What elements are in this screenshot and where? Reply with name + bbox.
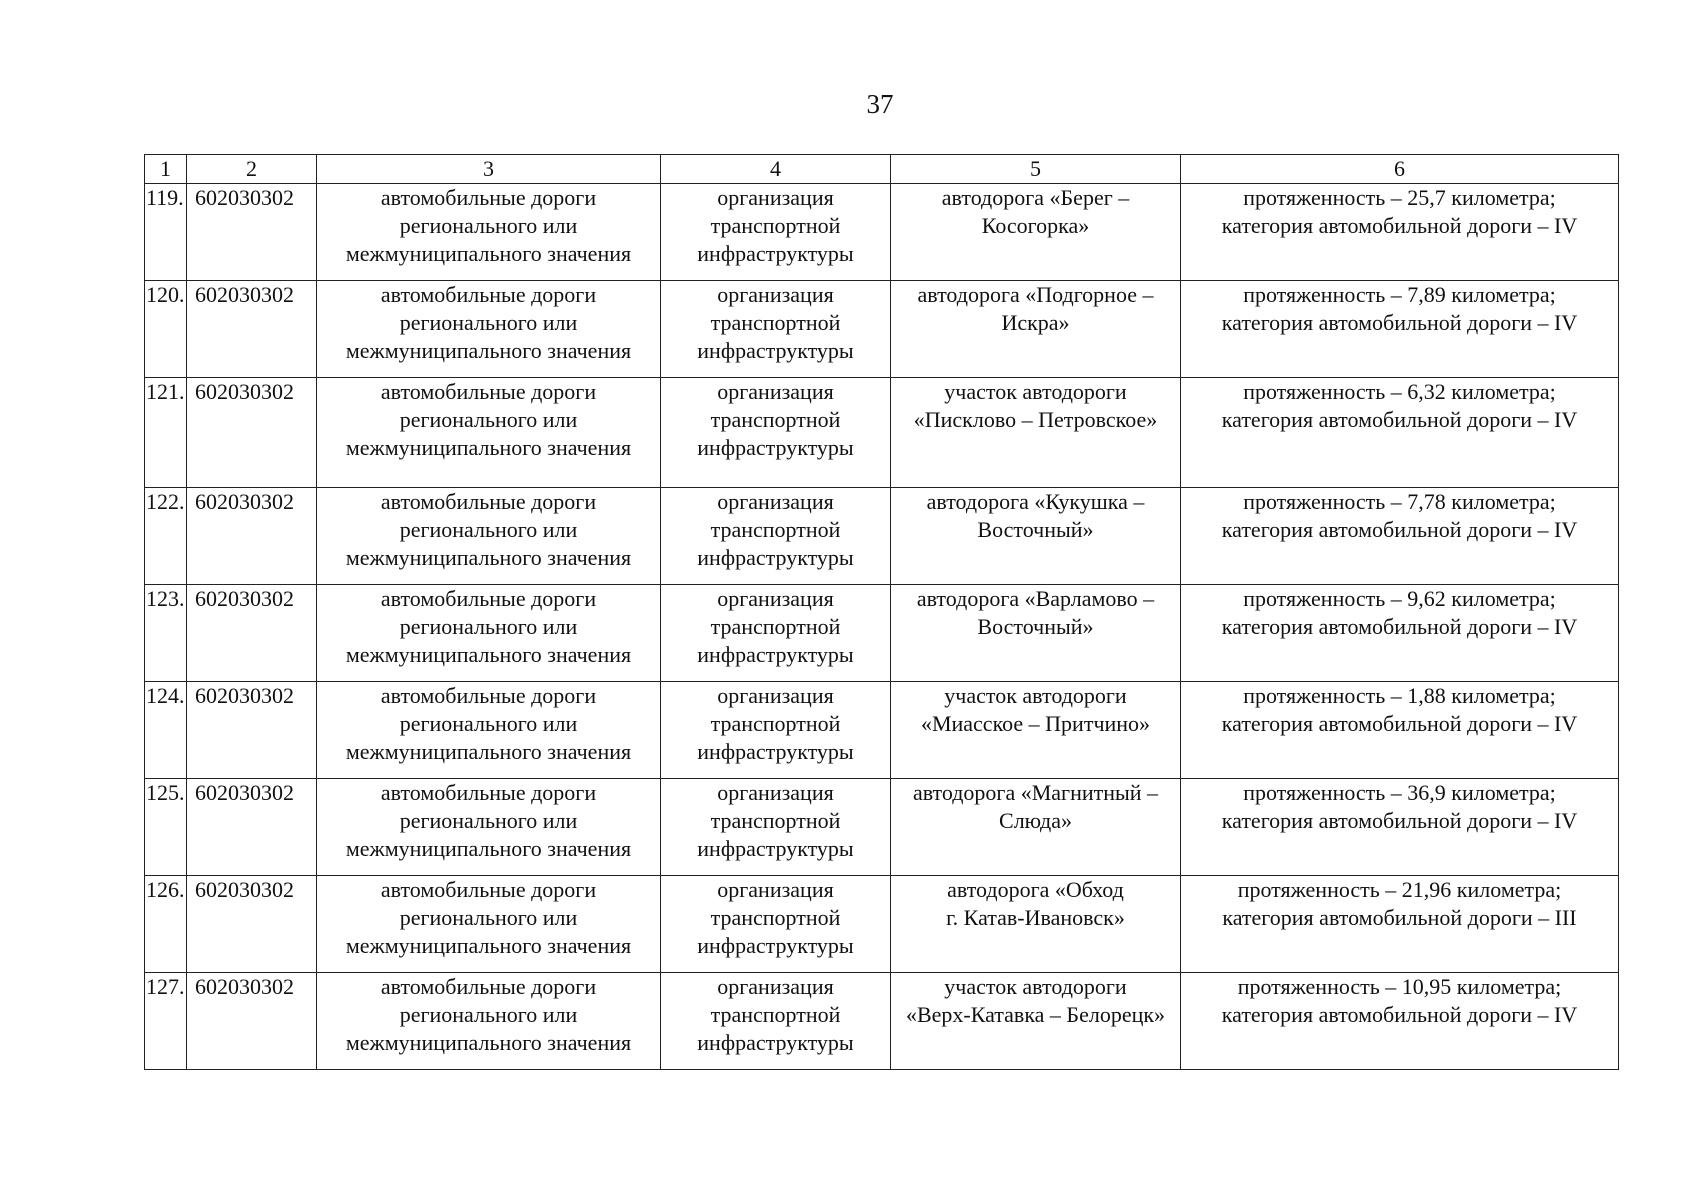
specs-cell: [1181, 876, 1619, 973]
object-type-cell-line: автомобильные дороги: [380, 974, 597, 999]
object-type-cell-line: межмуниципального значения: [345, 933, 632, 958]
purpose-cell-line: транспортной: [710, 905, 841, 930]
specs-cell-line: протяженность – 36,9 километра;: [1243, 780, 1556, 805]
object-type-cell-line: межмуниципального значения: [345, 642, 632, 667]
specs-cell: [1181, 682, 1619, 779]
row-number-cell: 122.: [145, 488, 187, 585]
purpose-cell: [661, 281, 891, 378]
specs-cell-line: протяженность – 10,95 километра;: [1237, 974, 1562, 999]
purpose-cell-line: организация: [717, 877, 834, 902]
purpose-cell-line: организация: [717, 683, 834, 708]
road-name-cell-line: автодорога «Берег –: [941, 185, 1130, 210]
specs-cell-line: категория автомобильной дороги – IV: [1221, 1002, 1578, 1027]
road-name-cell: [891, 876, 1181, 973]
object-type-cell: [317, 184, 661, 281]
page-number: 37: [866, 89, 894, 119]
purpose-cell-line: организация: [717, 974, 834, 999]
column-header-4: 4: [661, 155, 891, 184]
purpose-cell-line: организация: [717, 379, 834, 404]
table-body: [145, 184, 1619, 1070]
road-name-cell: [891, 682, 1181, 779]
object-type-cell-line: межмуниципального значения: [345, 739, 632, 764]
table-row: [145, 488, 1619, 585]
purpose-cell-line: инфраструктуры: [697, 642, 854, 667]
object-type-cell-line: межмуниципального значения: [345, 1030, 632, 1055]
purpose-cell: [661, 779, 891, 876]
road-name-cell-line: автодорога «Подгорное –: [917, 282, 1154, 307]
row-number-cell: 119.: [145, 184, 187, 281]
purpose-cell-line: транспортной: [710, 808, 841, 833]
specs-cell-line: протяженность – 1,88 километра;: [1243, 683, 1556, 708]
object-type-cell-line: межмуниципального значения: [345, 435, 632, 460]
road-name-cell-line: участок автодороги: [944, 379, 1127, 404]
header-row: [145, 155, 1619, 184]
object-type-cell-line: автомобильные дороги: [380, 282, 597, 307]
row-number-cell: 127.: [145, 973, 187, 1070]
row-number-cell: 124.: [145, 682, 187, 779]
road-name-cell-line: «Миасское – Притчино»: [920, 711, 1151, 736]
road-name-cell: [891, 378, 1181, 488]
object-type-cell-line: автомобильные дороги: [380, 780, 597, 805]
code-cell: 602030302: [187, 184, 317, 281]
purpose-cell-line: транспортной: [710, 614, 841, 639]
object-type-cell-line: регионального или: [399, 517, 578, 542]
road-name-cell-line: Искра»: [1001, 310, 1070, 335]
specs-cell-line: категория автомобильной дороги – IV: [1221, 614, 1578, 639]
purpose-cell-line: организация: [717, 185, 834, 210]
purpose-cell-line: инфраструктуры: [697, 435, 854, 460]
specs-cell-line: категория автомобильной дороги – IV: [1221, 213, 1578, 238]
road-name-cell-line: «Писклово – Петровское»: [913, 407, 1158, 432]
specs-cell: [1181, 585, 1619, 682]
specs-cell-line: протяженность – 25,7 километра;: [1243, 185, 1556, 210]
road-name-cell-line: автодорога «Варламово –: [916, 586, 1155, 611]
purpose-cell: [661, 378, 891, 488]
purpose-cell-line: инфраструктуры: [697, 933, 854, 958]
object-type-cell-line: автомобильные дороги: [380, 185, 597, 210]
code-cell: 602030302: [187, 488, 317, 585]
purpose-cell-line: организация: [717, 780, 834, 805]
table-row: [145, 876, 1619, 973]
object-type-cell-line: регионального или: [399, 1002, 578, 1027]
specs-cell: [1181, 779, 1619, 876]
road-name-cell: [891, 973, 1181, 1070]
purpose-cell-line: инфраструктуры: [697, 739, 854, 764]
purpose-cell-line: транспортной: [710, 213, 841, 238]
row-number-cell: 120.: [145, 281, 187, 378]
object-type-cell: [317, 281, 661, 378]
object-type-cell-line: межмуниципального значения: [345, 241, 632, 266]
specs-cell-line: категория автомобильной дороги – IV: [1221, 517, 1578, 542]
row-number-cell: 126.: [145, 876, 187, 973]
road-name-cell-line: автодорога «Магнитный –: [912, 780, 1159, 805]
purpose-cell: [661, 876, 891, 973]
code-cell: 602030302: [187, 876, 317, 973]
purpose-cell: [661, 682, 891, 779]
road-name-cell-line: Косогорка»: [981, 213, 1090, 238]
column-header-3: 3: [317, 155, 661, 184]
specs-cell: [1181, 378, 1619, 488]
row-number-cell: 123.: [145, 585, 187, 682]
column-header-2: 2: [187, 155, 317, 184]
purpose-cell-line: транспортной: [710, 517, 841, 542]
table-row: [145, 779, 1619, 876]
object-type-cell-line: регионального или: [399, 310, 578, 335]
purpose-cell: [661, 488, 891, 585]
road-registry-table: [144, 154, 1619, 1070]
column-header-6: 6: [1181, 155, 1619, 184]
road-name-cell-line: участок автодороги: [944, 974, 1127, 999]
object-type-cell-line: автомобильные дороги: [380, 586, 597, 611]
object-type-cell-line: автомобильные дороги: [380, 489, 597, 514]
road-name-cell-line: Восточный»: [977, 614, 1094, 639]
purpose-cell: [661, 973, 891, 1070]
object-type-cell-line: межмуниципального значения: [345, 545, 632, 570]
purpose-cell-line: организация: [717, 489, 834, 514]
specs-cell: [1181, 281, 1619, 378]
specs-cell-line: протяженность – 7,89 километра;: [1243, 282, 1556, 307]
object-type-cell: [317, 876, 661, 973]
purpose-cell-line: инфраструктуры: [697, 241, 854, 266]
specs-cell-line: категория автомобильной дороги – III: [1222, 905, 1577, 930]
object-type-cell: [317, 973, 661, 1070]
object-type-cell-line: регионального или: [399, 711, 578, 736]
specs-cell-line: протяженность – 21,96 километра;: [1237, 877, 1562, 902]
object-type-cell: [317, 779, 661, 876]
object-type-cell-line: регионального или: [399, 614, 578, 639]
specs-cell-line: протяженность – 7,78 километра;: [1243, 489, 1556, 514]
road-name-cell: [891, 585, 1181, 682]
object-type-cell-line: регионального или: [399, 213, 578, 238]
purpose-cell-line: транспортной: [710, 1002, 841, 1027]
object-type-cell-line: регионального или: [399, 808, 578, 833]
road-name-cell-line: г. Катав-Ивановск»: [946, 905, 1125, 930]
road-name-cell-line: Слюда»: [999, 808, 1072, 833]
object-type-cell-line: автомобильные дороги: [380, 683, 597, 708]
code-cell: 602030302: [187, 281, 317, 378]
row-number-cell: 121.: [145, 378, 187, 488]
object-type-cell: [317, 488, 661, 585]
object-type-cell-line: межмуниципального значения: [345, 338, 632, 363]
object-type-cell: [317, 378, 661, 488]
code-cell: 602030302: [187, 378, 317, 488]
purpose-cell-line: организация: [717, 282, 834, 307]
purpose-cell-line: транспортной: [710, 407, 841, 432]
specs-cell-line: категория автомобильной дороги – IV: [1221, 808, 1578, 833]
road-name-cell-line: автодорога «Обход: [947, 877, 1124, 902]
specs-cell-line: категория автомобильной дороги – IV: [1221, 310, 1578, 335]
code-cell: 602030302: [187, 682, 317, 779]
column-header-1: 1: [145, 155, 187, 184]
object-type-cell-line: межмуниципального значения: [345, 836, 632, 861]
specs-cell: [1181, 488, 1619, 585]
road-name-cell-line: участок автодороги: [944, 683, 1127, 708]
table-row: [145, 378, 1619, 488]
code-cell: 602030302: [187, 973, 317, 1070]
object-type-cell-line: автомобильные дороги: [380, 877, 597, 902]
road-name-cell-line: автодорога «Кукушка –: [926, 489, 1145, 514]
specs-cell-line: протяженность – 9,62 километра;: [1243, 586, 1556, 611]
purpose-cell-line: инфраструктуры: [697, 836, 854, 861]
road-name-cell: [891, 488, 1181, 585]
table-row: [145, 973, 1619, 1070]
specs-cell-line: протяженность – 6,32 километра;: [1243, 379, 1556, 404]
specs-cell-line: категория автомобильной дороги – IV: [1221, 407, 1578, 432]
road-name-cell-line: Восточный»: [977, 517, 1094, 542]
table-row: [145, 682, 1619, 779]
object-type-cell: [317, 682, 661, 779]
table-row: [145, 184, 1619, 281]
road-name-cell: [891, 184, 1181, 281]
purpose-cell-line: организация: [717, 586, 834, 611]
purpose-cell: [661, 585, 891, 682]
column-header-5: 5: [891, 155, 1181, 184]
code-cell: 602030302: [187, 585, 317, 682]
object-type-cell-line: автомобильные дороги: [380, 379, 597, 404]
object-type-cell: [317, 585, 661, 682]
road-name-cell: [891, 281, 1181, 378]
row-number-cell: 125.: [145, 779, 187, 876]
code-cell: 602030302: [187, 779, 317, 876]
purpose-cell-line: транспортной: [710, 711, 841, 736]
purpose-cell: [661, 184, 891, 281]
specs-cell: [1181, 184, 1619, 281]
purpose-cell-line: инфраструктуры: [697, 1030, 854, 1055]
purpose-cell-line: инфраструктуры: [697, 545, 854, 570]
specs-cell-line: категория автомобильной дороги – IV: [1221, 711, 1578, 736]
road-name-cell: [891, 779, 1181, 876]
purpose-cell-line: инфраструктуры: [697, 338, 854, 363]
object-type-cell-line: регионального или: [399, 905, 578, 930]
table-row: [145, 281, 1619, 378]
object-type-cell-line: регионального или: [399, 407, 578, 432]
table-row: [145, 585, 1619, 682]
purpose-cell-line: транспортной: [710, 310, 841, 335]
specs-cell: [1181, 973, 1619, 1070]
road-name-cell-line: «Верх-Катавка – Белорецк»: [905, 1002, 1166, 1027]
